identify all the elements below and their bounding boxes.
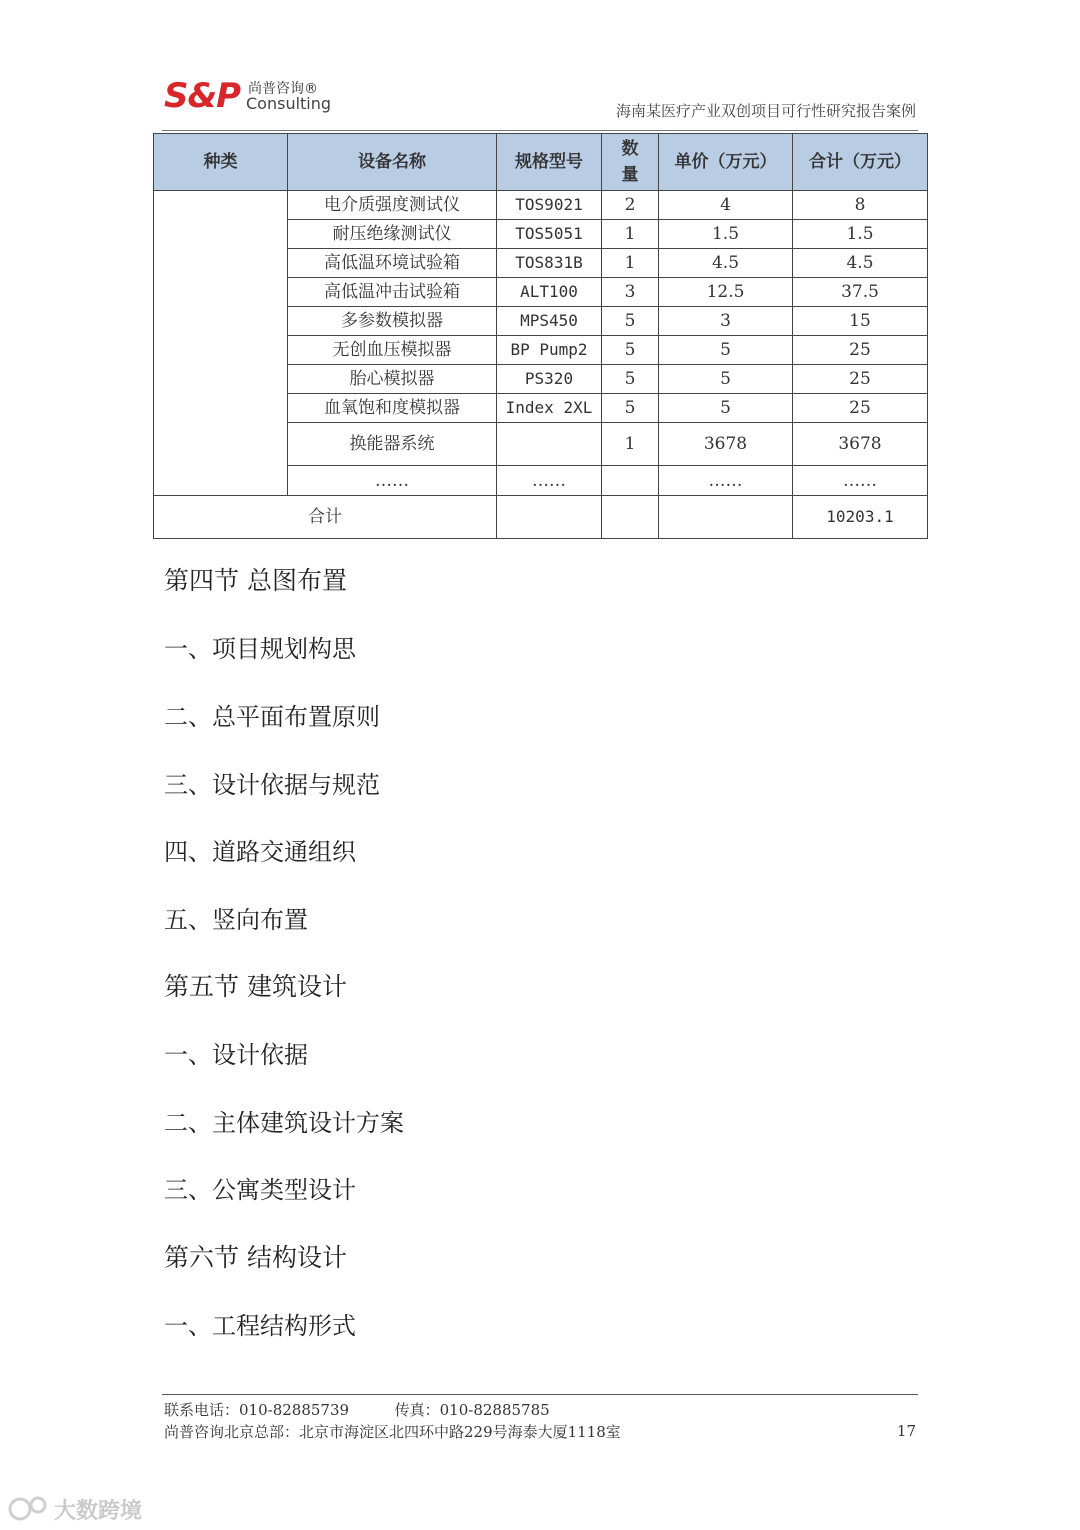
- category-cell: [154, 191, 288, 496]
- unit-price-cell: 3: [659, 307, 793, 336]
- equipment-table: [153, 133, 928, 539]
- column-header-category: 种类: [154, 134, 288, 191]
- table-header-row: [154, 134, 928, 191]
- document-running-title: 海南某医疗产业双创项目可行性研究报告案例: [615, 102, 916, 120]
- footer-fax: 传真：010-82885785: [394, 1401, 550, 1419]
- equipment-name-cell: 胎心模拟器: [288, 365, 497, 394]
- unit-price-cell: 4.5: [659, 249, 793, 278]
- subheading-project-concept: 一、项目规划构思: [164, 635, 356, 663]
- subtotal-cell: 15: [793, 307, 928, 336]
- subheading-apartment-types: 三、公寓类型设计: [164, 1176, 356, 1204]
- footer-contact: [164, 1399, 550, 1420]
- subtotal-cell: ……: [793, 466, 928, 496]
- subtotal-cell: 8: [793, 191, 928, 220]
- total-unit-price-cell: [659, 496, 793, 539]
- unit-price-cell: 1.5: [659, 220, 793, 249]
- unit-price-cell: 5: [659, 394, 793, 423]
- unit-price-cell: ……: [659, 466, 793, 496]
- subheading-road-traffic: 四、道路交通组织: [164, 838, 356, 866]
- model-cell: TOS9021: [497, 191, 602, 220]
- equipment-name-cell: 高低温冲击试验箱: [288, 278, 497, 307]
- equipment-name-cell: ……: [288, 466, 497, 496]
- quantity-cell: 1: [602, 220, 659, 249]
- quantity-cell: 1: [602, 249, 659, 278]
- watermark-text: 大数跨境: [54, 1499, 143, 1524]
- subtotal-cell: 25: [793, 365, 928, 394]
- model-cell: MPS450: [497, 307, 602, 336]
- subtotal-cell: 25: [793, 394, 928, 423]
- section-heading-5: 第五节 建筑设计: [164, 972, 347, 1001]
- model-cell: [497, 423, 602, 466]
- equipment-name-cell: 多参数模拟器: [288, 307, 497, 336]
- column-header-model: 规格型号: [497, 134, 602, 191]
- unit-price-cell: 3678: [659, 423, 793, 466]
- quantity-cell: 1: [602, 423, 659, 466]
- quantity-cell: [602, 466, 659, 496]
- footer-phone: 联系电话：010-82885739: [164, 1401, 350, 1419]
- subheading-main-building: 二、主体建筑设计方案: [164, 1109, 404, 1137]
- section-heading-4: 第四节 总图布置: [164, 566, 347, 595]
- quantity-cell: 2: [602, 191, 659, 220]
- equipment-name-cell: 无创血压模拟器: [288, 336, 497, 365]
- model-cell: ALT100: [497, 278, 602, 307]
- equipment-name-cell: 换能器系统: [288, 423, 497, 466]
- column-header-quantity: 数 量: [602, 134, 659, 191]
- total-label-cell: 合计: [154, 496, 497, 539]
- table-total-row: [154, 496, 928, 539]
- subheading-layout-principles: 二、总平面布置原则: [164, 703, 380, 731]
- footer-divider: [162, 1394, 918, 1395]
- unit-price-cell: 5: [659, 365, 793, 394]
- quantity-cell: 3: [602, 278, 659, 307]
- quantity-cell: 5: [602, 394, 659, 423]
- subtotal-cell: 4.5: [793, 249, 928, 278]
- model-cell: BP Pump2: [497, 336, 602, 365]
- unit-price-cell: 12.5: [659, 278, 793, 307]
- quantity-cell: 5: [602, 307, 659, 336]
- header-divider: [162, 130, 918, 131]
- equipment-name-cell: 耐压绝缘测试仪: [288, 220, 497, 249]
- subtotal-cell: 1.5: [793, 220, 928, 249]
- watermark-logo-icon: [8, 1494, 52, 1524]
- table-row: [154, 191, 928, 220]
- logo-chinese-name: 尚普咨询®: [248, 81, 318, 97]
- subheading-design-basis: 三、设计依据与规范: [164, 771, 380, 799]
- model-cell: PS320: [497, 365, 602, 394]
- footer-address: 尚普咨询北京总部：北京市海淀区北四环中路229号海泰大厦1118室: [164, 1423, 621, 1441]
- total-model-cell: [497, 496, 602, 539]
- quantity-cell: 5: [602, 336, 659, 365]
- model-cell: Index 2XL: [497, 394, 602, 423]
- model-cell: TOS831B: [497, 249, 602, 278]
- total-quantity-cell: [602, 496, 659, 539]
- subheading-design-basis-2: 一、设计依据: [164, 1041, 308, 1069]
- subheading-structure-form: 一、工程结构形式: [164, 1312, 356, 1340]
- unit-price-cell: 5: [659, 336, 793, 365]
- section-heading-6: 第六节 结构设计: [164, 1243, 347, 1272]
- column-header-equipment-name: 设备名称: [288, 134, 497, 191]
- model-cell: ……: [497, 466, 602, 496]
- unit-price-cell: 4: [659, 191, 793, 220]
- page-number: 17: [896, 1422, 916, 1440]
- model-cell: TOS5051: [497, 220, 602, 249]
- equipment-name-cell: 电介质强度测试仪: [288, 191, 497, 220]
- logo-english-name: Consulting: [246, 94, 332, 113]
- equipment-name-cell: 血氧饱和度模拟器: [288, 394, 497, 423]
- subtotal-cell: 3678: [793, 423, 928, 466]
- equipment-name-cell: 高低温环境试验箱: [288, 249, 497, 278]
- column-header-subtotal: 合计（万元）: [793, 134, 928, 191]
- quantity-cell: 5: [602, 365, 659, 394]
- subtotal-cell: 37.5: [793, 278, 928, 307]
- subheading-vertical-layout: 五、竖向布置: [164, 906, 308, 934]
- grand-total-cell: 10203.1: [793, 496, 928, 539]
- column-header-unit-price: 单价（万元）: [659, 134, 793, 191]
- logo-mark: S&P: [164, 76, 241, 116]
- subtotal-cell: 25: [793, 336, 928, 365]
